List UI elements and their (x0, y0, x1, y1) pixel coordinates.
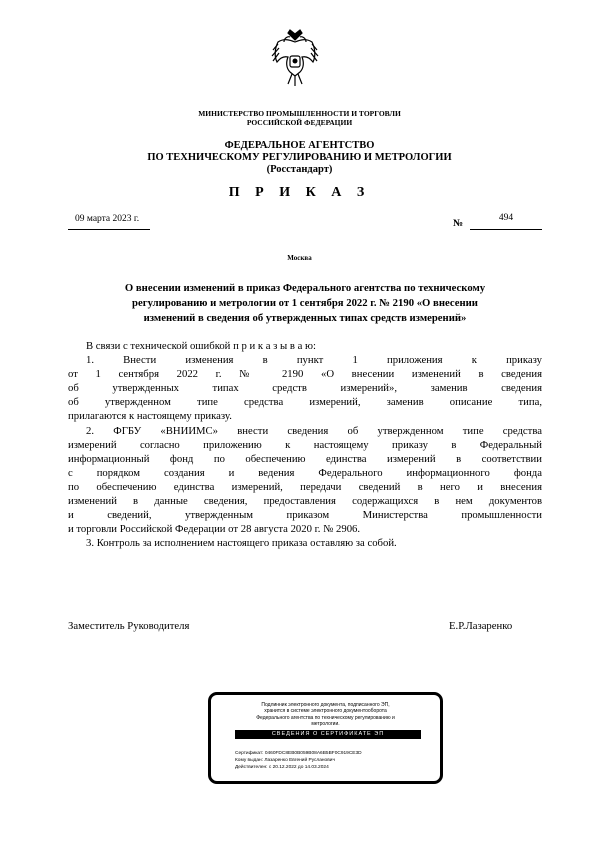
stamp-detail-line: Сертификат: 0460FDC8EB0B059B08A6B5BF0C919CE3D (235, 751, 362, 756)
signatory-name: Е.Р.Лазаренко (449, 620, 513, 632)
body-line: об утвержденном типе средства измерений, заменив описание типа, (68, 396, 542, 409)
electronic-signature-stamp (208, 692, 443, 784)
document-type-title: П Р И К А З (228, 185, 371, 200)
body-line: В связи с технической ошибкой п р и к а з ы в а ю: (86, 340, 316, 352)
ministry-name (0, 109, 599, 127)
document-number: 494 (498, 213, 514, 223)
agency-name (0, 140, 599, 176)
number-sign: № (453, 218, 464, 229)
body-line: с порядком создания и ведения Федерального информационного фонда (68, 466, 542, 479)
body-line: измерений согласно приложению к настоящему приказу в Федеральный (68, 438, 542, 451)
body-line: об утвержденных типах средств измерений», заменив сведения (68, 382, 542, 395)
stamp-detail-line: Действителен: с 20.12.2022 до 14.03.2024 (235, 765, 329, 770)
signatory-position: Заместитель Руководителя (68, 620, 190, 632)
agency-line: (Росстандарт) (266, 164, 333, 175)
stamp-info-line: Подлинник электронного документа, подписанного ЭП, (261, 702, 390, 708)
stamp-info (211, 702, 440, 727)
body-line: и сведений, утвержденным приказом Министерства промышленности (68, 509, 542, 522)
ministry-line: МИНИСТЕРСТВО ПРОМЫШЛЕННОСТИ И ТОРГОВЛИ (198, 109, 401, 118)
body-line: 1. Внести изменения в пункт 1 приложения к приказу (86, 354, 542, 367)
subject-line: регулированию и метрологии от 1 сентября 2022 г. № 2190 «О внесении (132, 297, 478, 309)
subject-line: О внесении изменений в приказ Федерального агентства по техническому (124, 282, 486, 294)
city: Москва (287, 254, 312, 262)
stamp-info-line: хранится в системе электронного документооборота (264, 708, 387, 715)
agency-line: ПО ТЕХНИЧЕСКОМУ РЕГУЛИРОВАНИЮ И МЕТРОЛОГИИ (147, 152, 452, 163)
stamp-certificate-details (235, 750, 362, 771)
body-line: прилагаются к настоящему приказу. (68, 410, 232, 423)
russian-coat-of-arms-icon (270, 28, 320, 90)
body-line: информационный фонд по обеспечению единства измерений в соответствии (68, 452, 542, 465)
body-line: изменений в данные сведения, предоставления содержащихся в нем документов (68, 495, 542, 508)
stamp-certificate-header: СВЕДЕНИЯ О СЕРТИФИКАТЕ ЭП (235, 730, 421, 739)
body-line: по обеспечению единства измерений, передачи сведений в него и внесения (68, 480, 542, 493)
body-line: и торговли Российской Федерации от 28 августа 2020 г. № 2906. (68, 523, 361, 536)
stamp-info-line: метрологии. (311, 720, 340, 727)
agency-line: ФЕДЕРАЛЬНОЕ АГЕНТСТВО (224, 140, 375, 151)
ministry-line: РОССИЙСКОЙ ФЕДЕРАЦИИ (246, 118, 353, 127)
document-date: 09 марта 2023 г. (75, 214, 140, 224)
document-subject (68, 281, 542, 326)
stamp-detail-line: Кому выдан: Лазаренко Евгений Русланович (235, 758, 335, 763)
body-line: 2. ФГБУ «ВНИИМС» внести сведения об утвержденном типе средства (86, 424, 542, 437)
stamp-info-line: Федерального агентства по техническому регулированию и (256, 714, 395, 721)
date-underline (68, 229, 150, 230)
subject-line: изменений в сведения об утвержденных типах средств измерений» (143, 312, 467, 324)
document-body (68, 339, 542, 550)
body-line: 3. Контроль за исполнением настоящего приказа оставляю за собой. (86, 537, 397, 550)
number-underline (470, 229, 542, 230)
body-line: от 1 сентября 2022 г. № 2190 «О внесении изменений в сведения (68, 368, 542, 381)
